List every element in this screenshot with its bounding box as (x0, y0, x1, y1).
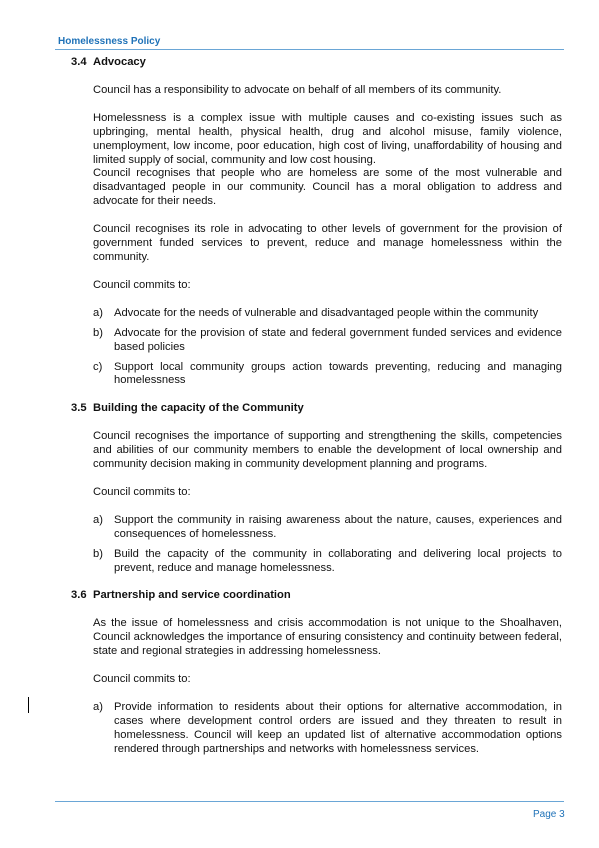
section-number: 3.6 (71, 589, 87, 602)
list-marker: a) (93, 306, 103, 319)
list-item (93, 548, 562, 576)
paragraph: As the issue of homelessness and crisis accommodation is not unique to the Shoalhaven, Council acknowledges the importance of ensuring consistency and continuity between federal, state and regional strategies in addressing homelessness. (93, 617, 562, 658)
header-divider (55, 49, 564, 50)
list-item (93, 701, 562, 757)
page-number: Page 3 (533, 809, 565, 820)
commitments-list (93, 307, 562, 389)
section-heading-partnership (71, 589, 562, 603)
commits-label: Council commits to: (93, 673, 191, 686)
paragraph: Council recognises the importance of supporting and strengthening the skills, competencies and abilities of our community members to enable the development of local ownership and community decision making in community development planning and programs. (93, 430, 562, 471)
list-item (93, 307, 562, 321)
list-item-text: Provide information to residents about their options for alternative accommodation, in cases where development control orders are issued and they threaten to result in homelessness. Council will keep an updated list of alternative accommodation options rendered through partnerships and networks with homelessness services. (114, 701, 562, 755)
list-item-text: Advocate for the provision of state and federal government funded services and evidence based policies (114, 326, 562, 353)
paragraph: Council recognises its role in advocating to other levels of government for the provision of government funded services to prevent, reduce and manage homelessness within the community. (93, 223, 562, 263)
list-item-text: Support local community groups action towards preventing, reducing and managing homelessness (114, 360, 562, 387)
section-title: Building the capacity of the Community (93, 402, 304, 415)
paragraph: Council recognises that people who are homeless are some of the most vulnerable and disadvantaged people in our community. Council has a moral obligation to address and advocate for their needs. (93, 167, 562, 208)
section-title: Advocacy (93, 56, 146, 68)
text-cursor (28, 697, 29, 713)
document-header-title: Homelessness Policy (58, 36, 161, 47)
footer-divider (55, 801, 564, 802)
section-title: Partnership and service coordination (93, 589, 291, 602)
list-marker: a) (93, 701, 103, 713)
list-marker: b) (93, 326, 103, 339)
paragraph: Council has a responsibility to advocate on behalf of all members of its community. (93, 83, 502, 96)
list-item (93, 327, 562, 355)
document-body (71, 56, 562, 757)
section-number: 3.5 (71, 402, 87, 415)
commitments-list (93, 514, 562, 576)
list-item-text: Support the community in raising awareness about the nature, causes, experiences and consequences of homelessness. (114, 513, 562, 540)
section-heading-advocacy (71, 56, 562, 70)
commits-label: Council commits to: (93, 278, 191, 291)
list-marker: c) (93, 360, 103, 373)
commits-label: Council commits to: (93, 485, 191, 498)
list-item-text: Advocate for the needs of vulnerable and disadvantaged people within the community (114, 306, 539, 319)
list-item (93, 361, 562, 389)
list-item (93, 514, 562, 542)
paragraph: Homelessness is a complex issue with multiple causes and co-existing issues such as upbringing, mental health, physical health, drug and alcohol misuse, family violence, unemployment, low income, poor education, high cost of living, unaffordability of housing and limited supply of social, community and low cost housing. (93, 111, 562, 166)
section-heading-capacity (71, 402, 562, 416)
section-number: 3.4 (71, 56, 87, 68)
list-marker: a) (93, 513, 103, 526)
list-marker: b) (93, 547, 103, 560)
commitments-list (93, 701, 562, 757)
list-item-text: Build the capacity of the community in collaborating and delivering local projects to prevent, reduce and manage homelessness. (114, 547, 562, 574)
